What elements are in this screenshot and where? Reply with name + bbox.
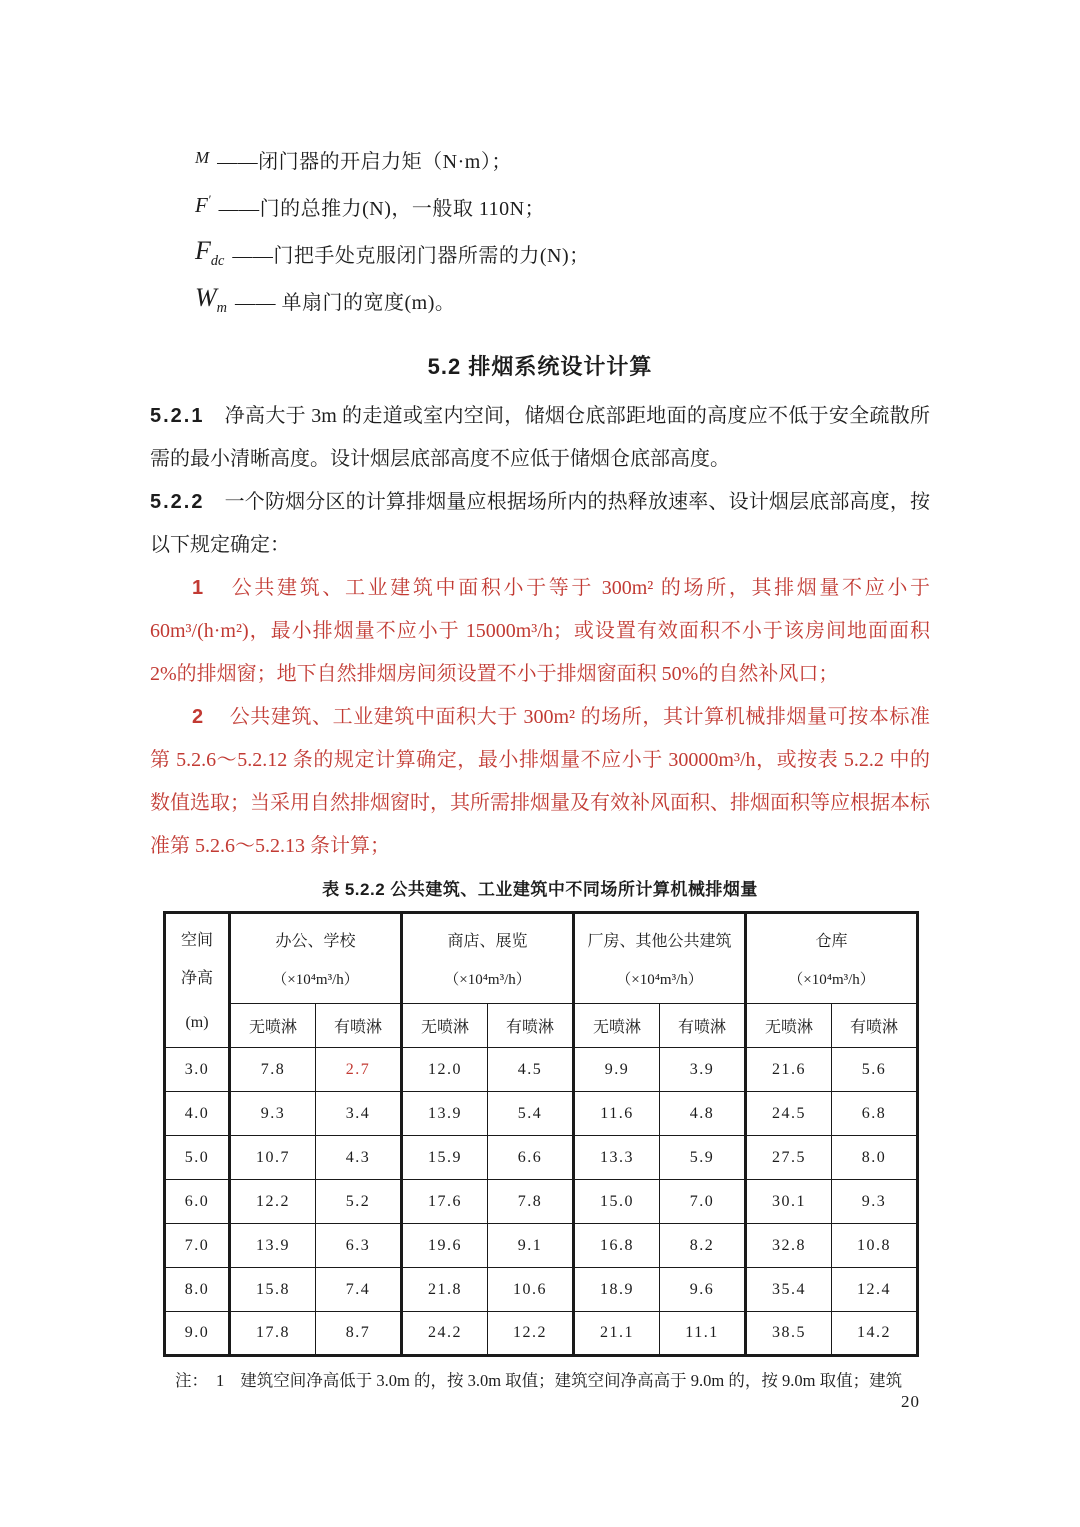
definition-F-prime — [150, 183, 930, 230]
table-cell: 3.9 — [660, 1048, 746, 1092]
red-item-number: 1 — [192, 577, 204, 599]
table-row — [165, 1048, 918, 1092]
clause-label: 5.2.2 — [150, 491, 205, 513]
table-cell: 12.4 — [832, 1268, 918, 1312]
clause-text: 净高大于 3m 的走道或室内空间，储烟仓底部距地面的高度应不低于安全疏散所需的最小清晰高度。设计烟层底部高度不应低于储烟仓底部高度。 — [150, 405, 930, 470]
table-cell: 32.8 — [746, 1224, 832, 1268]
table-cell: 7.8 — [230, 1048, 316, 1092]
table-row — [165, 1092, 918, 1136]
table-cell: 14.2 — [832, 1312, 918, 1356]
section-heading: 5.2 排烟系统设计计算 — [427, 354, 653, 379]
table-cell: 9.3 — [832, 1180, 918, 1224]
table-cell: 10.6 — [488, 1268, 574, 1312]
definition-text: ——门的总推力(N)，一般取 110N； — [218, 198, 546, 220]
table-cell: 8.2 — [660, 1224, 746, 1268]
symbol-definitions — [150, 0, 930, 324]
table-cell: 12.2 — [488, 1312, 574, 1356]
table-cell: 35.4 — [746, 1268, 832, 1312]
table-cell: 27.5 — [746, 1136, 832, 1180]
table-cell-height: 8.0 — [165, 1268, 230, 1312]
table-cell: 5.4 — [488, 1092, 574, 1136]
spray-header: 有喷淋 — [316, 1004, 402, 1048]
table-cell: 5.6 — [832, 1048, 918, 1092]
table-cell: 21.6 — [746, 1048, 832, 1092]
table-cell: 7.8 — [488, 1180, 574, 1224]
table-cell-height: 6.0 — [165, 1180, 230, 1224]
table-cell: 38.5 — [746, 1312, 832, 1356]
table-cell: 8.7 — [316, 1312, 402, 1356]
clause-block — [150, 395, 930, 868]
table-cell: 24.2 — [402, 1312, 488, 1356]
table-cell-height: 7.0 — [165, 1224, 230, 1268]
table-cell: 9.1 — [488, 1224, 574, 1268]
table-row — [165, 1312, 918, 1356]
table-cell: 17.6 — [402, 1180, 488, 1224]
table-cell: 4.5 — [488, 1048, 574, 1092]
table-cell-height: 4.0 — [165, 1092, 230, 1136]
group-header-shop-exhibition: 商店、展览 （×10⁴m³/h） — [402, 913, 574, 1004]
table-cell: 8.0 — [832, 1136, 918, 1180]
table-cell: 6.6 — [488, 1136, 574, 1180]
corner-line: 净高 — [180, 970, 213, 987]
clause-text: 一个防烟分区的计算排烟量应根据场所内的热释放速率、设计烟层底部高度，按以下规定确定： — [150, 491, 930, 556]
table-cell: 4.8 — [660, 1092, 746, 1136]
spray-header: 有喷淋 — [488, 1004, 574, 1048]
table-cell: 13.9 — [402, 1092, 488, 1136]
clause-label: 5.2.1 — [150, 405, 205, 427]
red-item-2 — [150, 696, 930, 868]
group-header-office-school: 办公、学校 （×10⁴m³/h） — [230, 913, 402, 1004]
table-cell: 11.1 — [660, 1312, 746, 1356]
note-text: 建筑空间净高低于 3.0m 的，按 3.0m 取值；建筑空间净高高于 9.0m 的，按 9.0m 取值；建筑 — [240, 1371, 903, 1390]
table-cell: 12.2 — [230, 1180, 316, 1224]
table-title: 表 5.2.2 公共建筑、工业建筑中不同场所计算机械排烟量 — [322, 880, 758, 899]
spray-header: 无喷淋 — [574, 1004, 660, 1048]
table-spray-header-row — [165, 1004, 918, 1048]
table-cell: 9.3 — [230, 1092, 316, 1136]
group-header-warehouse: 仓库 （×10⁴m³/h） — [746, 913, 918, 1004]
table-cell-height: 9.0 — [165, 1312, 230, 1356]
symbol-F-prime: F′ — [195, 192, 211, 217]
clause-5-2-2 — [150, 481, 930, 567]
table-cell: 3.4 — [316, 1092, 402, 1136]
table-cell-height: 3.0 — [165, 1048, 230, 1092]
table-cell: 21.8 — [402, 1268, 488, 1312]
table-row — [165, 1268, 918, 1312]
spray-header: 有喷淋 — [832, 1004, 918, 1048]
table-cell: 30.1 — [746, 1180, 832, 1224]
table-cell: 10.8 — [832, 1224, 918, 1268]
table-row — [165, 1180, 918, 1224]
table-cell: 2.7 — [316, 1048, 402, 1092]
red-item-text: 公共建筑、工业建筑中面积小于等于 300m² 的场所，其排烟量不应小于 60m³/(h·m²)，最小排烟量不应小于 15000m³/h；或设置有效面积不小于该房间地面面积 2%的排烟窗；地下自然排烟房间须设置不小于排烟窗面积 50%的自然补风口； — [150, 577, 930, 685]
table-row — [165, 1136, 918, 1180]
definition-F-dc — [150, 230, 930, 277]
spray-header: 无喷淋 — [402, 1004, 488, 1048]
table-cell: 24.5 — [746, 1092, 832, 1136]
corner-line: 空间 — [180, 932, 213, 949]
table-cell: 13.9 — [230, 1224, 316, 1268]
table-group-header-row — [165, 913, 918, 1004]
table-row — [165, 1224, 918, 1268]
corner-header — [165, 913, 230, 1048]
table-cell: 15.0 — [574, 1180, 660, 1224]
spray-header: 有喷淋 — [660, 1004, 746, 1048]
table-cell-height: 5.0 — [165, 1136, 230, 1180]
corner-line: (m) — [185, 1014, 209, 1031]
table-cell: 4.3 — [316, 1136, 402, 1180]
table-cell: 16.8 — [574, 1224, 660, 1268]
table-cell: 18.9 — [574, 1268, 660, 1312]
table-cell: 10.7 — [230, 1136, 316, 1180]
page-content — [150, 0, 930, 1391]
table-cell: 15.9 — [402, 1136, 488, 1180]
table-cell: 7.4 — [316, 1268, 402, 1312]
table-note — [175, 1367, 930, 1391]
note-prefix: 注： — [175, 1371, 208, 1390]
symbol-F-dc: $F_{dc}$ — [195, 236, 225, 270]
note-number: 1 — [216, 1371, 225, 1390]
table-5-2-2 — [163, 911, 919, 1357]
table-cell: 9.9 — [574, 1048, 660, 1092]
definition-text: —— 单扇门的宽度(m)。 — [235, 292, 456, 314]
definition-text: ——闭门器的开启力矩（N·m）； — [217, 151, 512, 173]
table-cell: 17.8 — [230, 1312, 316, 1356]
table-cell: 6.3 — [316, 1224, 402, 1268]
table-cell: 21.1 — [574, 1312, 660, 1356]
table-cell: 13.3 — [574, 1136, 660, 1180]
table-cell: 15.8 — [230, 1268, 316, 1312]
definition-W-m — [150, 277, 930, 324]
symbol-M: M — [195, 148, 210, 168]
spray-header: 无喷淋 — [746, 1004, 832, 1048]
red-item-text: 公共建筑、工业建筑中面积大于 300m² 的场所，其计算机械排烟量可按本标准第 5.2.6～5.2.12 条的规定计算确定，最小排烟量不应小于 30000m³/h，或按表 5.2.2 中的数值选取；当采用自然排烟窗时，其所需排烟量及有效补风面积、排烟面积等应根据本标准第 5.2.6～5.2.13 条计算； — [150, 706, 930, 857]
definition-text: ——门把手处克服闭门器所需的力(N)； — [232, 245, 590, 267]
table-cell: 12.0 — [402, 1048, 488, 1092]
table-cell: 11.6 — [574, 1092, 660, 1136]
table-cell: 7.0 — [660, 1180, 746, 1224]
table-cell: 6.8 — [832, 1092, 918, 1136]
clause-5-2-1 — [150, 395, 930, 481]
table-cell: 9.6 — [660, 1268, 746, 1312]
table-cell: 19.6 — [402, 1224, 488, 1268]
red-item-1 — [150, 567, 930, 696]
spray-header: 无喷淋 — [230, 1004, 316, 1048]
red-item-number: 2 — [192, 706, 204, 728]
definition-M — [150, 136, 930, 183]
table-cell: 5.2 — [316, 1180, 402, 1224]
group-header-factory-public: 厂房、其他公共建筑 （×10⁴m³/h） — [574, 913, 746, 1004]
symbol-W-m: $W_m$ — [195, 283, 227, 317]
table-cell: 5.9 — [660, 1136, 746, 1180]
page-number: 20 — [901, 1392, 920, 1411]
